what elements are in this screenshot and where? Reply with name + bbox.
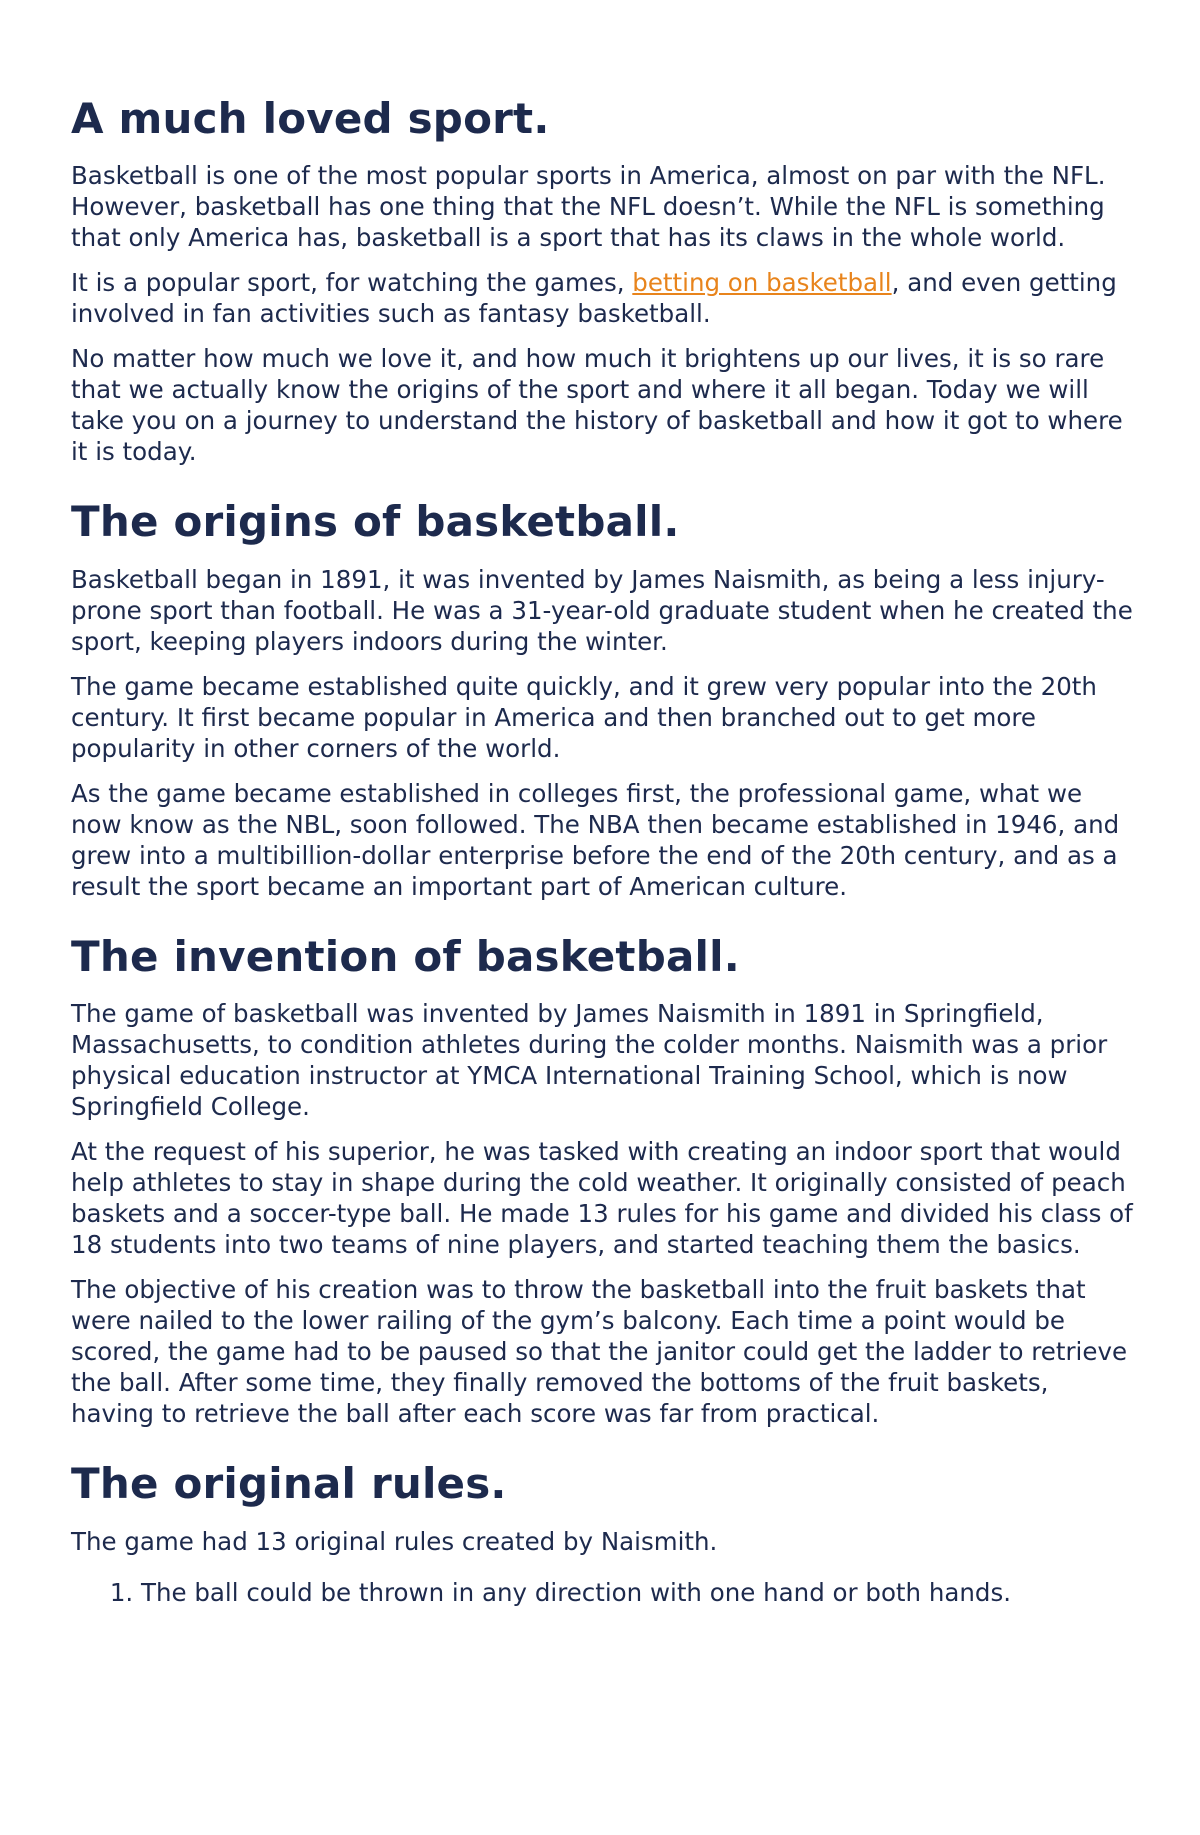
paragraph-with-link bbox=[71, 267, 1135, 329]
paragraph: The objective of his creation was to throw the basketball into the fruit baskets that were nailed to the lower railing of the gym’s balcony. Each time a point would be scored, the game had to be paused so that the janitor could get the ladder to retrieve the ball. After some time, they finally removed the bottoms of the fruit baskets, having to retrieve the ball after each score was far from practical. bbox=[71, 1275, 1128, 1429]
text-after-link: , and even getting involved in fan activities such as fantasy basketball. bbox=[71, 268, 1117, 329]
paragraph: The game of basketball was invented by James Naismith in 1891 in Springfield, Massachusetts, to condition athletes during the colder months. Naismith was a prior physical education instructor at YMCA International Training School, which is now Springfield College. bbox=[71, 999, 1108, 1122]
article bbox=[71, 94, 1135, 1608]
paragraph: Basketball is one of the most popular sports in America, almost on par with the NFL. However, basketball has one thing that the NFL doesn’t. While the NFL is something that only America has, basketball is a sport that has its claws in the whole world. bbox=[71, 161, 1106, 253]
section-heading-origins: The origins of basketball. bbox=[71, 497, 680, 547]
section-heading-much-loved: A much loved sport. bbox=[71, 94, 550, 143]
section-heading-original-rules: The original rules. bbox=[71, 1459, 507, 1509]
section-heading-invention: The invention of basketball. bbox=[71, 931, 740, 981]
betting-on-basketball-link[interactable]: betting on basketball bbox=[632, 268, 892, 298]
list-item: 1. The ball could be thrown in any direction with one hand or both hands. bbox=[141, 1577, 1135, 1608]
rules-list bbox=[71, 1577, 1135, 1608]
paragraph: The game became established quite quickly, and it grew very popular into the 20th century. It first became popular in America and then branched out to get more popularity in other corners of the world. bbox=[71, 671, 1097, 763]
paragraph: At the request of his superior, he was tasked with creating an indoor sport that would help athletes to stay in shape during the cold weather. It originally consisted of peach baskets and a soccer-type ball. He made 13 rules for his game and divided his class of 18 students into two teams of nine players, and started teaching them the basics. bbox=[71, 1137, 1133, 1260]
paragraph: The game had 13 original rules created by Naismith. bbox=[71, 1526, 718, 1556]
paragraph: As the game became established in colleges first, the professional game, what we now know as the NBL, soon followed. The NBA then became established in 1946, and grew into a multibillion-dollar enterprise before the end of the 20th century, and as a result the sport became an important part of American culture. bbox=[71, 778, 1120, 901]
paragraph: Basketball began in 1891, it was invented by James Naismith, as being a less injury-prone sport than football. He was a 31-year-old graduate student when he created the sport, keeping players indoors during the winter. bbox=[71, 564, 1133, 656]
text-before-link: It is a popular sport, for watching the games, bbox=[71, 268, 633, 298]
paragraph: No matter how much we love it, and how much it brightens up our lives, it is so rare that we actually know the origins of the sport and where it all began. Today we will take you on a journey to understand the history of basketball and how it got to where it is today. bbox=[71, 344, 1123, 467]
